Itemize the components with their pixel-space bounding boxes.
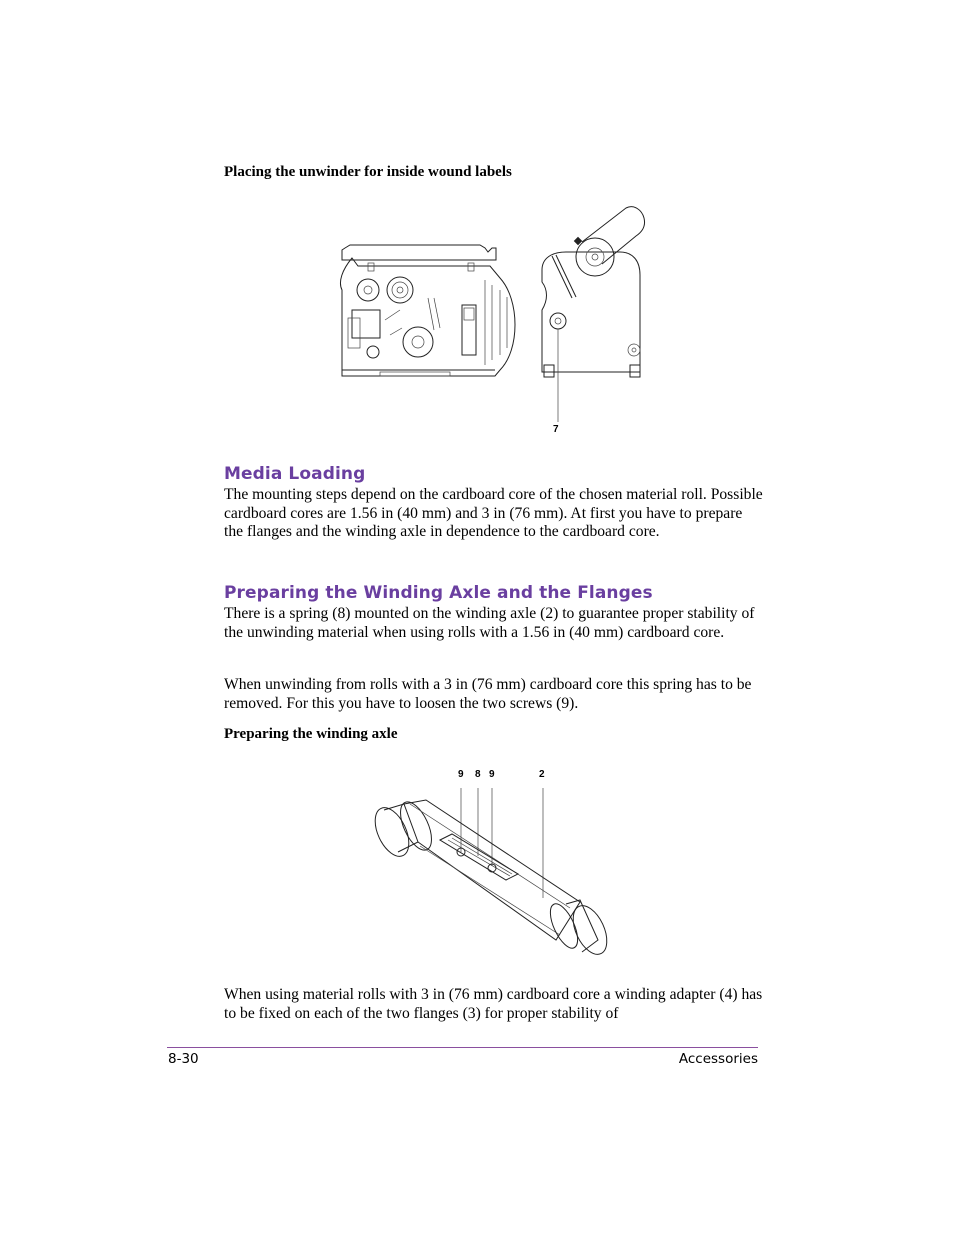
footer-page-number: 8-30 [168, 1051, 199, 1067]
figure-caption-unwinder: Placing the unwinder for inside wound labels [224, 164, 512, 180]
printer-side-view [542, 207, 645, 377]
footer-rule [167, 1047, 758, 1048]
callout-7-label: 7 [553, 424, 559, 435]
heading-media-loading: Media Loading [224, 464, 366, 484]
callout-8-label: 8 [475, 769, 481, 780]
heading-preparing-winding-axle: Preparing the Winding Axle and the Flanges [224, 583, 653, 603]
paragraph-unwinding-3in: When unwinding from rolls with a 3 in (76 mm) cardboard core this spring has to be removed. For this you have to loosen the two screws (9). [224, 676, 752, 712]
callout-9-left-label: 9 [458, 769, 464, 780]
paragraph-media-loading: The mounting steps depend on the cardboard core of the chosen material roll. Possible cardboard cores are 1.56 in (40 mm) and 3 in (76 mm). At first you have to prepare the flanges and the winding axle in dependence to the cardboard core. [224, 486, 763, 541]
printer-unwinder-illustration [330, 200, 670, 440]
footer-section-name: Accessories [678, 1051, 758, 1067]
winding-axle [368, 797, 613, 959]
paragraph-spring: There is a spring (8) mounted on the winding axle (2) to guarantee proper stability of the unwinding material when using rolls with a 1.56 in (40 mm) cardboard core. [224, 605, 755, 641]
printer-front-view [340, 245, 515, 376]
winding-axle-illustration [360, 780, 620, 970]
figure-caption-winding-axle: Preparing the winding axle [224, 726, 398, 742]
paragraph-winding-adapter: When using material rolls with 3 in (76 mm) cardboard core a winding adapter (4) has to be fixed on each of the two flanges (3) for proper stability of [224, 986, 763, 1022]
callout-9-right-label: 9 [489, 769, 495, 780]
callout-2-label: 2 [539, 769, 545, 780]
